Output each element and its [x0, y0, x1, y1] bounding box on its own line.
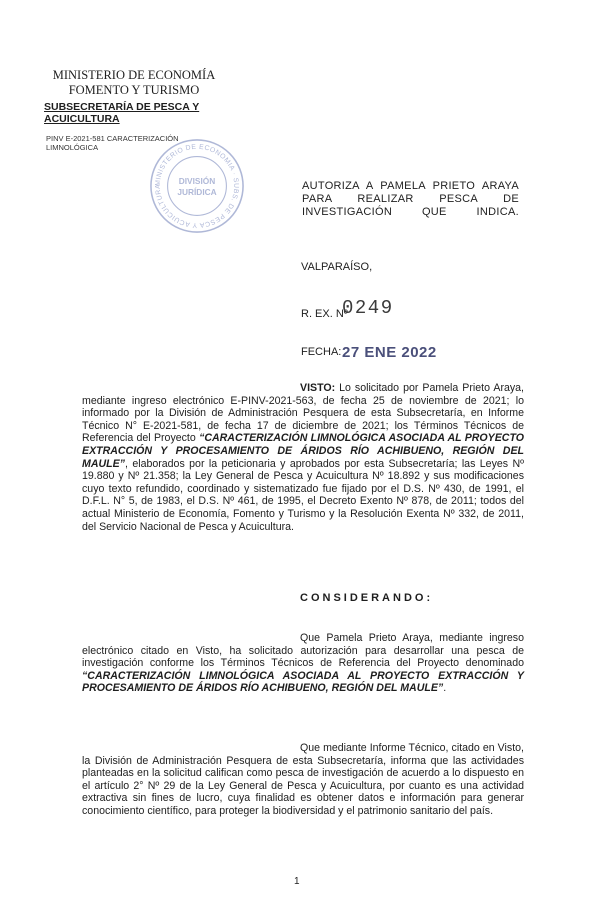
date-stamp: 27 ENE 2022	[342, 344, 437, 361]
ministry-line-1: MINISTERIO DE ECONOMÍA	[52, 68, 216, 82]
stamp-center-line-2: JURÍDICA	[177, 186, 217, 197]
resolution-summary: AUTORIZA A PAMELA PRIETO ARAYA PARA REALIZAR PESCA DE INVESTIGACIÓN QUE INDICA.	[302, 180, 519, 218]
considerando-paragraph-2: Que mediante Informe Técnico, citado en Visto, la División de Administración Pesquera de esta Subsecretaría, informa que las actividades planteadas en la solicitud califican como pesca de investigación de acuerdo a lo dispuesto en el artículo 2° Nº 29 de la Ley General de Pesca y Acuicultura, por cuanto es una actividad extractiva sin fines de lucro, cuya finalidad es obtener datos e información para generar conocimiento científico, para proteger la biodiversidad y el patrimonio sanitario del país.	[82, 742, 524, 817]
subsecretaria-title: SUBSECRETARÍA DE PESCA Y ACUICULTURA	[44, 101, 200, 125]
visto-text-a: Lo solicitado por Pamela Prieto Araya, mediante ingreso electrónico E-PINV-2021-563, de fecha 25 de noviembre de 2021; lo informado por la División de Administración Pesquera de esta Subsecretaría, en Informe Técnico N° E-2021-581, de fecha 17 de diciembre de 2021; los Términos Técnicos de Referencia del Proyecto	[82, 382, 524, 445]
considerando-p1-text-a: Que Pamela Prieto Araya, mediante ingreso electrónico citado en Visto, ha solicitado autorización para desarrollar una pesca de investigación conforme los Términos Técnicos de Referencia del Proyecto denominado	[82, 632, 524, 670]
visto-paragraph	[82, 382, 524, 533]
page-number: 1	[294, 876, 300, 887]
considerando-p1-text-b: .	[443, 682, 447, 695]
ministry-line-2: FOMENTO Y TURISMO	[68, 83, 200, 97]
document-reference: PINV E-2021-581 CARACTERIZACIÓN LIMNOLÓGICA	[46, 134, 179, 152]
visto-project-title: “CARACTERIZACIÓN LIMNOLÓGICA ASOCIADA AL PROYECTO EXTRACCIÓN Y PROCESAMIENTO DE ÁRIDOS RÍO ACHIBUENO, REGIÓN DEL MAULE”	[82, 432, 524, 470]
considerando-paragraph-1	[82, 632, 524, 695]
considerando-heading: CONSIDERANDO:	[300, 592, 434, 604]
date-label: FECHA:	[301, 346, 342, 358]
place-of-issue: VALPARAÍSO,	[301, 261, 373, 273]
resolution-number-label: R. EX. Nº	[301, 308, 348, 320]
division-juridica-stamp	[148, 137, 246, 235]
stamp-ring-text: MINISTERIO DE ECONOMIA · SUBS. DE PESCA Y ACUICULTURA	[154, 143, 240, 229]
visto-text-b: , elaborados por la peticionaria y aprobados por esta Subsecretaría; las Leyes Nº 19.880 y Nº 21.358; la Ley General de Pesca y Acuicultura Nº 18.892 y sus modificaciones cuyo texto refundido, coordinado y sistematizado fue fijado por el D.S. Nº 430, de 1991, el D.F.L. N° 5, de 1983, el D.S. Nº 461, de 1995, el Decreto Exento Nº 878, de 2011; todos del actual Ministerio de Economía, Fomento y Turismo y la Resolución Exenta Nº 332, de 2011, del Servicio Nacional de Pesca y Acuicultura.	[82, 457, 524, 533]
visto-heading: VISTO:	[300, 382, 336, 394]
resolution-number: 0249	[342, 297, 394, 319]
ministry-header	[44, 68, 224, 98]
considerando-p1-project-title: “CARACTERIZACIÓN LIMNOLÓGICA ASOCIADA AL PROYECTO EXTRACCIÓN Y PROCESAMIENTO DE ÁRIDOS RÍO ACHIBUENO, REGIÓN DEL MAULE”	[82, 669, 524, 695]
stamp-center-line-1: DIVISIÓN	[178, 176, 216, 187]
